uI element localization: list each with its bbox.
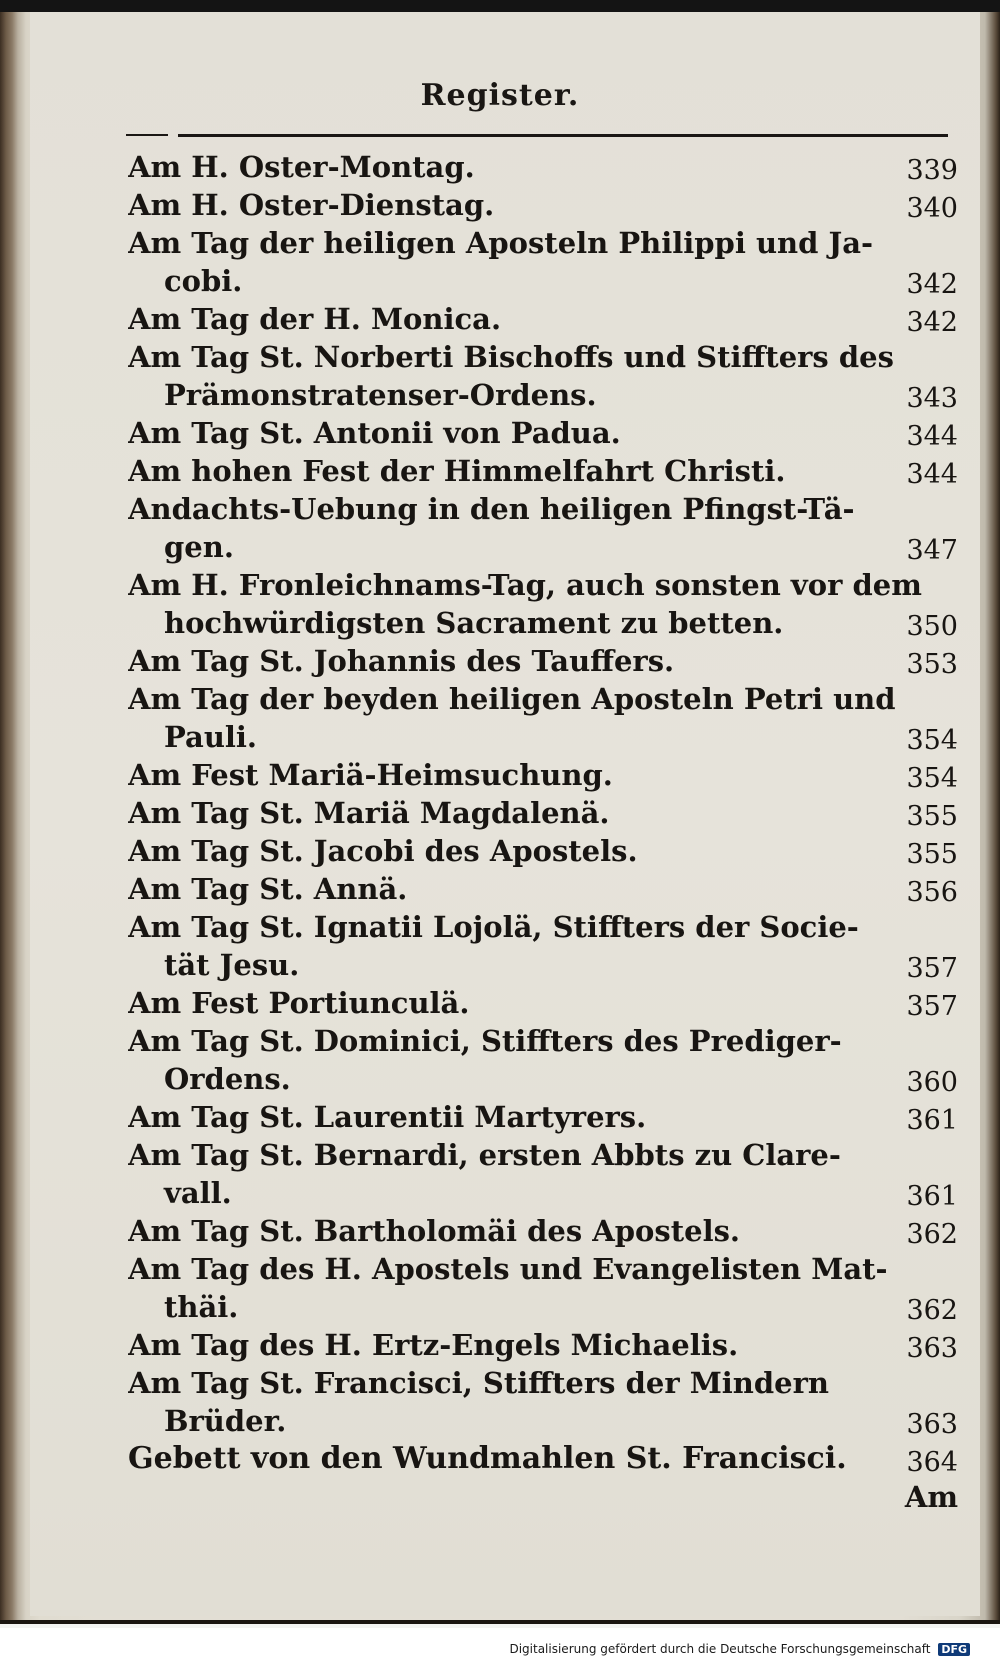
- dfg-logo-icon: DFG: [938, 1643, 970, 1656]
- register-entry: [128, 148, 958, 186]
- entry-title-continuation: tät Jesu.: [164, 948, 300, 982]
- entry-title-continuation: cobi.: [164, 264, 243, 298]
- entry-title: Am hohen Fest der Himmelfahrt Christi.: [128, 454, 786, 488]
- register-entry: [128, 300, 958, 338]
- register-entry: [128, 870, 958, 908]
- entry-title: Am Tag St. Mariä Magdalenä.: [128, 796, 610, 830]
- entry-title-continuation: Brüder.: [164, 1404, 287, 1438]
- entry-title-continuation: gen.: [164, 530, 234, 564]
- register-entry: [128, 832, 958, 870]
- register-entry: [128, 1136, 958, 1212]
- register-entry: [128, 490, 958, 566]
- register-entry: [128, 186, 958, 224]
- entry-title: Am Tag St. Norberti Bischoffs und Stiffters des: [128, 340, 894, 374]
- entry-page-number: 353: [906, 649, 958, 680]
- entry-title: Am Tag St. Ignatii Lojolä, Stiffters der Socie-: [128, 910, 859, 944]
- entry-title-continuation: hochwürdigsten Sacrament zu betten.: [164, 606, 784, 640]
- register-entry: [128, 1212, 958, 1250]
- entry-title: Am H. Oster-Montag.: [128, 150, 475, 184]
- entry-page-number: 362: [906, 1295, 958, 1326]
- register-entry: [128, 908, 958, 984]
- entry-title: Am Fest Portiunculä.: [128, 986, 470, 1020]
- entry-title: Am Tag der beyden heiligen Aposteln Petri und: [128, 682, 896, 716]
- entry-page-number: 347: [906, 535, 958, 566]
- entry-title: Am Tag St. Antonii von Padua.: [128, 416, 621, 450]
- entry-title: Am H. Oster-Dienstag.: [128, 188, 495, 222]
- register-entry: [128, 984, 958, 1022]
- entry-page-number: 362: [906, 1219, 958, 1250]
- entry-title: Am Tag des H. Apostels und Evangelisten Mat-: [128, 1252, 888, 1286]
- register-entry: [128, 1022, 958, 1098]
- entry-title-continuation: vall.: [164, 1176, 232, 1210]
- entry-page-number: 355: [906, 839, 958, 870]
- entry-page-number: 350: [906, 611, 958, 642]
- entry-page-number: 361: [906, 1105, 958, 1136]
- entry-title: Am Tag St. Francisci, Stiffters der Mindern: [128, 1366, 829, 1400]
- entry-page-number: 361: [906, 1181, 958, 1212]
- entry-page-number: 357: [906, 991, 958, 1022]
- entry-page-number: 344: [906, 421, 958, 452]
- entry-page-number: 354: [906, 725, 958, 756]
- entry-page-number: 340: [906, 193, 958, 224]
- entry-page-number: 339: [906, 155, 958, 186]
- entry-title: Am H. Fronleichnams-Tag, auch sonsten vor dem: [128, 568, 922, 602]
- register-entry: [128, 680, 958, 756]
- entry-page-number: 355: [906, 801, 958, 832]
- entry-page-number: 342: [906, 269, 958, 300]
- entry-title: Am Tag der H. Monica.: [128, 302, 502, 336]
- catchword: Am: [904, 1480, 958, 1514]
- entry-page-number: 356: [906, 877, 958, 908]
- register-entry: [128, 414, 958, 452]
- header-rule: [178, 134, 948, 137]
- digitization-credit: [509, 1642, 970, 1656]
- entry-title: Am Tag St. Annä.: [128, 872, 408, 906]
- entry-title: Am Tag St. Laurentii Martyrers.: [128, 1100, 647, 1134]
- scan-border-top: [0, 0, 1000, 12]
- register-entry: [128, 1364, 958, 1440]
- register-entry: [128, 756, 958, 794]
- credit-text: Digitalisierung gefördert durch die Deutsche Forschungsgemeinschaft: [509, 1642, 931, 1656]
- entry-title: Am Fest Mariä-Heimsuchung.: [128, 758, 613, 792]
- register-entry: [128, 1250, 958, 1326]
- entry-page-number: 357: [906, 953, 958, 984]
- register-entry: [128, 1326, 958, 1364]
- entry-title: Andachts-Uebung in den heiligen Pfingst-Tä-: [128, 492, 855, 526]
- register-entry: [128, 224, 958, 300]
- register-entry: [128, 794, 958, 832]
- register-entry: [128, 452, 958, 490]
- register-entry: [128, 566, 958, 642]
- entry-page-number: 344: [906, 459, 958, 490]
- register-entry: [128, 338, 958, 414]
- entry-title: Am Tag St. Jacobi des Apostels.: [128, 834, 638, 868]
- register-entry: [128, 1440, 958, 1478]
- entry-page-number: 363: [906, 1333, 958, 1364]
- entry-page-number: 342: [906, 307, 958, 338]
- entry-page-number: 364: [906, 1447, 958, 1478]
- entry-page-number: 363: [906, 1409, 958, 1440]
- entry-page-number: 343: [906, 383, 958, 414]
- entry-title-continuation: Prämonstratenser-Ordens.: [164, 378, 597, 412]
- entry-title: Am Tag des H. Ertz-Engels Michaelis.: [128, 1328, 739, 1362]
- register-list: [128, 148, 958, 1478]
- entry-page-number: 354: [906, 763, 958, 794]
- entry-title-continuation: thäi.: [164, 1290, 239, 1324]
- entry-title: Am Tag St. Bernardi, ersten Abbts zu Clare-: [128, 1138, 841, 1172]
- entry-title: Am Tag der heiligen Aposteln Philippi und Ja-: [128, 226, 874, 260]
- entry-title-continuation: Pauli.: [164, 720, 258, 754]
- entry-title: Am Tag St. Bartholomäi des Apostels.: [128, 1214, 741, 1248]
- entry-title-continuation: Ordens.: [164, 1062, 291, 1096]
- entry-title: Am Tag St. Dominici, Stiffters des Prediger-: [128, 1024, 842, 1058]
- register-entry: [128, 642, 958, 680]
- entry-title: Am Tag St. Johannis des Tauffers.: [128, 644, 675, 678]
- entry-title: Gebett von den Wundmahlen St. Francisci.: [128, 1441, 847, 1476]
- register-entry: [128, 1098, 958, 1136]
- header-rule-short: [126, 134, 168, 136]
- running-title: Register.: [420, 78, 580, 113]
- entry-page-number: 360: [906, 1067, 958, 1098]
